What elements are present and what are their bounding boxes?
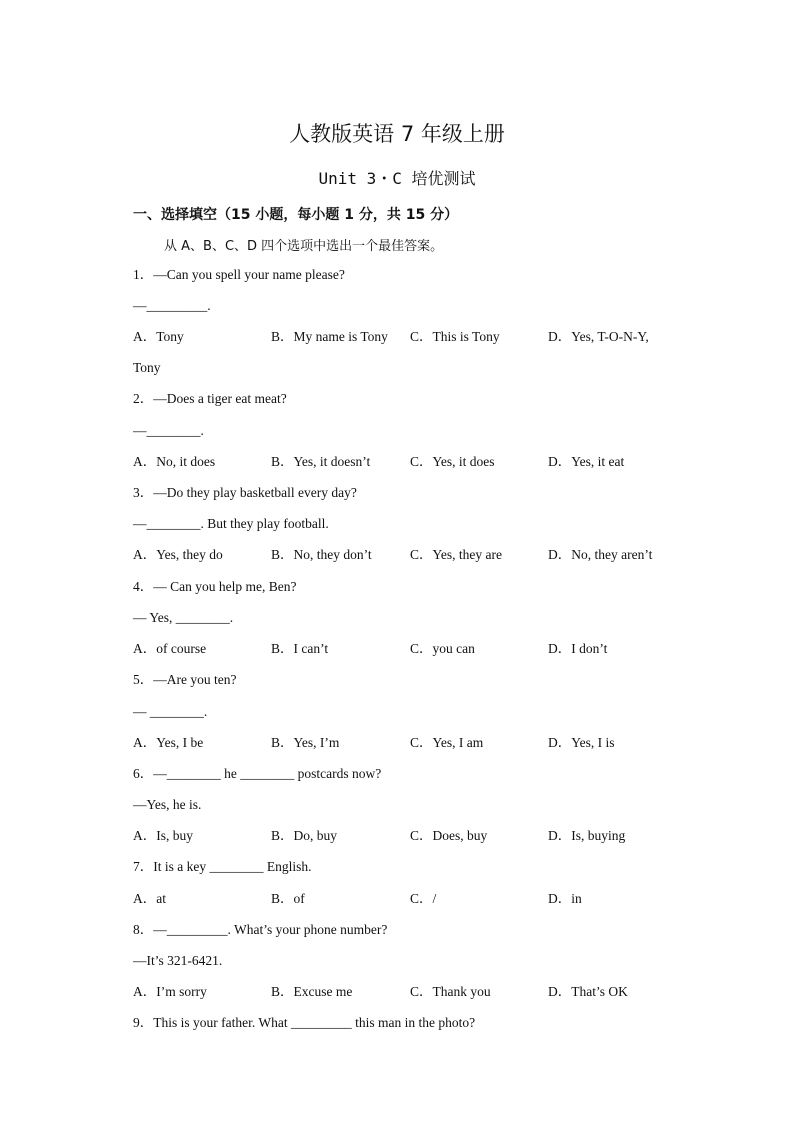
question-stem: 4．— Can you help me, Ben? bbox=[133, 579, 297, 594]
option-c: C．you can bbox=[410, 641, 475, 656]
option-c: C．Does, buy bbox=[410, 828, 488, 843]
question-stem: 3．—Do they play basketball every day? bbox=[133, 485, 357, 500]
option-b: B．Excuse me bbox=[271, 984, 353, 999]
question-answer-line: — Yes, ________. bbox=[133, 610, 234, 625]
option-c: C．Yes, they are bbox=[410, 547, 502, 562]
option-a: A．Yes, they do bbox=[133, 547, 223, 562]
option-a: A．Yes, I be bbox=[133, 735, 204, 750]
option-d: D．Yes, it eat bbox=[548, 454, 625, 469]
question-stem: 2．—Does a tiger eat meat? bbox=[133, 391, 287, 406]
option-d-continued: Tony bbox=[133, 360, 161, 375]
option-d: D．in bbox=[548, 891, 582, 906]
section-heading: 一、选择填空（15 小题，每小题 1 分，共 15 分） bbox=[133, 207, 459, 223]
question-answer-line: —Yes, he is. bbox=[133, 797, 202, 812]
option-c: C．Thank you bbox=[410, 984, 491, 999]
option-b: B．I can’t bbox=[271, 641, 329, 656]
option-d: D．I don’t bbox=[548, 641, 608, 656]
question-stem: 8．—_________. What’s your phone number? bbox=[133, 922, 388, 937]
page-subtitle: Unit 3・C 培优测试 bbox=[318, 169, 476, 188]
question-stem: 5．—Are you ten? bbox=[133, 672, 237, 687]
question-answer-line: —________. bbox=[133, 423, 204, 438]
option-a: A．of course bbox=[133, 641, 207, 656]
option-a: A．No, it does bbox=[133, 454, 216, 469]
option-b: B．Do, buy bbox=[271, 828, 338, 843]
option-d: D．That’s OK bbox=[548, 984, 628, 999]
option-b: B．No, they don’t bbox=[271, 547, 372, 562]
option-a: A．I’m sorry bbox=[133, 984, 207, 999]
question-stem: 9．This is your father. What _________ this man in the photo? bbox=[133, 1015, 476, 1030]
option-d: D．No, they aren’t bbox=[548, 547, 653, 562]
option-a: A．Is, buy bbox=[133, 828, 193, 843]
option-c: C．Yes, I am bbox=[410, 735, 484, 750]
question-answer-line: — ________. bbox=[133, 704, 208, 719]
option-b: B．Yes, I’m bbox=[271, 735, 340, 750]
question-answer-line: —It’s 321-6421. bbox=[133, 953, 223, 968]
option-a: A．at bbox=[133, 891, 166, 906]
option-c: C．/ bbox=[410, 891, 437, 906]
question-stem: 7．It is a key ________ English. bbox=[133, 859, 312, 874]
option-d: D．Is, buying bbox=[548, 828, 626, 843]
option-b: B．Yes, it doesn’t bbox=[271, 454, 371, 469]
option-a: A．Tony bbox=[133, 329, 184, 344]
option-c: C．This is Tony bbox=[410, 329, 500, 344]
question-answer-line: —_________. bbox=[133, 298, 211, 313]
option-d: D．Yes, T-O-N-Y, bbox=[548, 329, 649, 344]
option-d: D．Yes, I is bbox=[548, 735, 615, 750]
question-stem: 1．—Can you spell your name please? bbox=[133, 267, 345, 282]
option-c: C．Yes, it does bbox=[410, 454, 495, 469]
question-answer-line: —________. But they play football. bbox=[133, 516, 329, 531]
instruction-text: 从 A、B、C、D 四个选项中选出一个最佳答案。 bbox=[164, 239, 444, 254]
page-title: 人教版英语 7 年级上册 bbox=[289, 122, 505, 146]
option-b: B．My name is Tony bbox=[271, 329, 388, 344]
question-stem: 6．—________ he ________ postcards now? bbox=[133, 766, 382, 781]
option-b: B．of bbox=[271, 891, 305, 906]
